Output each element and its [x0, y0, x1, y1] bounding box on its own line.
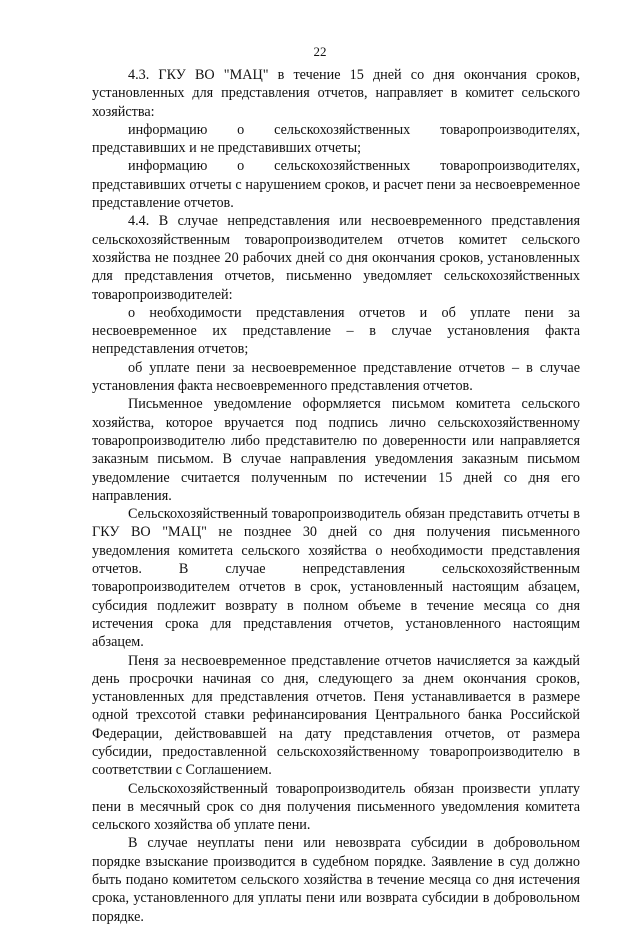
paragraph-court: В случае неуплаты пени или невозврата субсидии в добровольном порядке взыскание производится в судебном порядке. Заявление в суд должно быть подано комитетом сельского хозяйства в течение месяца со дня истечения срока, установленного для уплаты пени или возврата субсидии в добровольном порядке.: [92, 835, 580, 925]
paragraph-penalty-payment: Сельскохозяйственный товаропроизводитель обязан произвести уплату пени в месячный срок со дня получения письменного уведомления комитета сельского хозяйства об уплате пени.: [92, 780, 580, 834]
page-number: 22: [313, 44, 327, 59]
paragraph-reports-deadline: Сельскохозяйственный товаропроизводитель обязан представить отчеты в ГКУ ВО "МАЦ" не позднее 30 дней со дня получения письменного уведомления комитета сельского хозяйства о необходимости представления отчетов. В случае непредставления сельскохозяйственным товаропроизводителем отчетов в срок, установленный настоящим абзацем, субсидия подлежит возврату в полном объеме в течение месяца со дня истечения срока для представления отчетов, установленного настоящим абзацем.: [92, 506, 580, 651]
paragraph-4-3: 4.3. ГКУ ВО "МАЦ" в течение 15 дней со дня окончания сроков, установленных для представления отчетов, направляет в комитет сельского хозяйства:: [92, 67, 580, 120]
paragraph-4-4: 4.4. В случае непредставления или несвоевременного представления сельскохозяйственным товаропроизводителем отчетов комитет сельского хозяйства не позднее 20 рабочих дней со дня окончания сроков, установленных для представления отчетов, письменно уведомляет сельскохозяйственных товаропроизводителей:: [92, 213, 580, 303]
paragraph-penalty: Пеня за несвоевременное представление отчетов начисляется за каждый день просрочки начиная со дня, следующего за днем окончания сроков, установленных для представления отчетов. Пеня устанавливается в размере одной трехсотой ставки рефинансирования Центрального банка Российской Федерации, действовавшей на дату представления отчетов, от размера субсидии, предоставленной сельскохозяйственному товаропроизводителю в соответствии с Соглашением.: [92, 652, 580, 779]
paragraph-4-4-item-2: об уплате пени за несвоевременное представление отчетов – в случае установления факта несвоевременного представления отчетов.: [92, 359, 580, 395]
paragraph-4-3-item-2: информацию о сельскохозяйственных товаропроизводителях, представивших отчеты с нарушением сроков, и расчет пени за несвоевременное представление отчетов.: [92, 158, 580, 212]
paragraph-4-4-item-1: о необходимости представления отчетов и об уплате пени за несвоевременное их представление – в случае установления факта непредставления отчетов;: [92, 304, 580, 358]
document-body: [92, 66, 580, 926]
paragraph-4-3-item-1: информацию о сельскохозяйственных товаропроизводителях, представивших и не представивших отчеты;: [92, 121, 580, 157]
paragraph-notice: Письменное уведомление оформляется письмом комитета сельского хозяйства, которое вручается под подпись лично сельскохозяйственному товаропроизводителю либо представителю по доверенности или направляется заказным письмом. В случае направления уведомления заказным письмом уведомление считается полученным по истечении 15 дней со дня его направления.: [92, 396, 580, 504]
